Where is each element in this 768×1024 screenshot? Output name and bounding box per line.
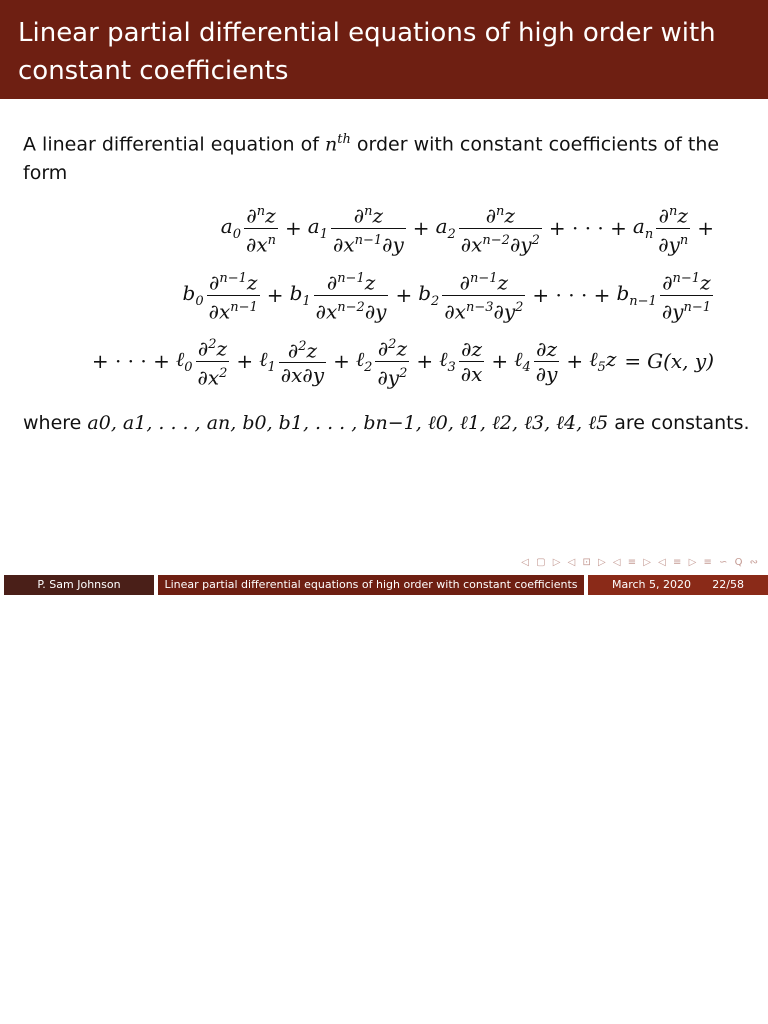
footer-title: Linear partial differential equations of high order with constant coefficients	[158, 575, 584, 595]
slide-footer	[0, 575, 768, 595]
equation-line-1: $a_0$ $\frac{\partial^nz}{\partial x^n}$ + $a_1$ $\frac{\partial^nz}{\partial x^{n-1}\partial y}$ + $a_2$ $\frac{\partial^nz}{\partial x^{n-2}\partial y^2}$ + · · · + $a_n$ $\frac{\partial^nz}{\partial y^n}$ +	[220, 203, 714, 257]
intro-text: A linear differential equation of $n^{th}$ order with constant coefficients of the form	[23, 132, 720, 185]
equation-line-3: + · · · + ℓ$_0$ $\frac{\partial^2z}{\partial x^2}$ + ℓ$_1$ $\frac{\partial^2z}{\partial x\partial y}$ + ℓ$_2$ $\frac{\partial^2z}{\partial y^2}$ + ℓ$_3$ $\frac{\partial z}{\partial x}$ + ℓ$_4$ $\frac{\partial z}{\partial y}$ + ℓ$_5$z = G(x, y)	[91, 336, 714, 390]
footer-page-number: 22/58	[712, 578, 744, 591]
slide-title: Linear partial differential equations of high order with constant coefficients	[0, 0, 768, 99]
equation-line-2: $b_0$ $\frac{\partial^{n-1}z}{\partial x^{n-1}}$ + $b_1$ $\frac{\partial^{n-1}z}{\partial x^{n-2}\partial y}$ + $b_2$ $\frac{\partial^{n-1}z}{\partial x^{n-3}\partial y^2}$ + · · · + $b_{n-1}$ $\frac{\partial^{n-1}z}{\partial y^{n-1}}$	[182, 270, 711, 324]
constants-statement: where a0, a1, . . . , an, b0, b1, . . . , bn−1, ℓ0, ℓ1, ℓ2, ℓ3, ℓ4, ℓ5 are constants.	[23, 412, 750, 434]
footer-date: March 5, 2020	[612, 578, 692, 591]
footer-date-page	[588, 575, 768, 595]
equation-rhs: G(x, y)	[647, 349, 714, 374]
beamer-navigation-icon[interactable]: ◁ ▢ ▷ ◁ ⊡ ▷ ◁ ≡ ▷ ◁ ≡ ▷ ≡ ∽ Q ∾	[521, 557, 760, 568]
footer-author: P. Sam Johnson	[4, 575, 154, 595]
